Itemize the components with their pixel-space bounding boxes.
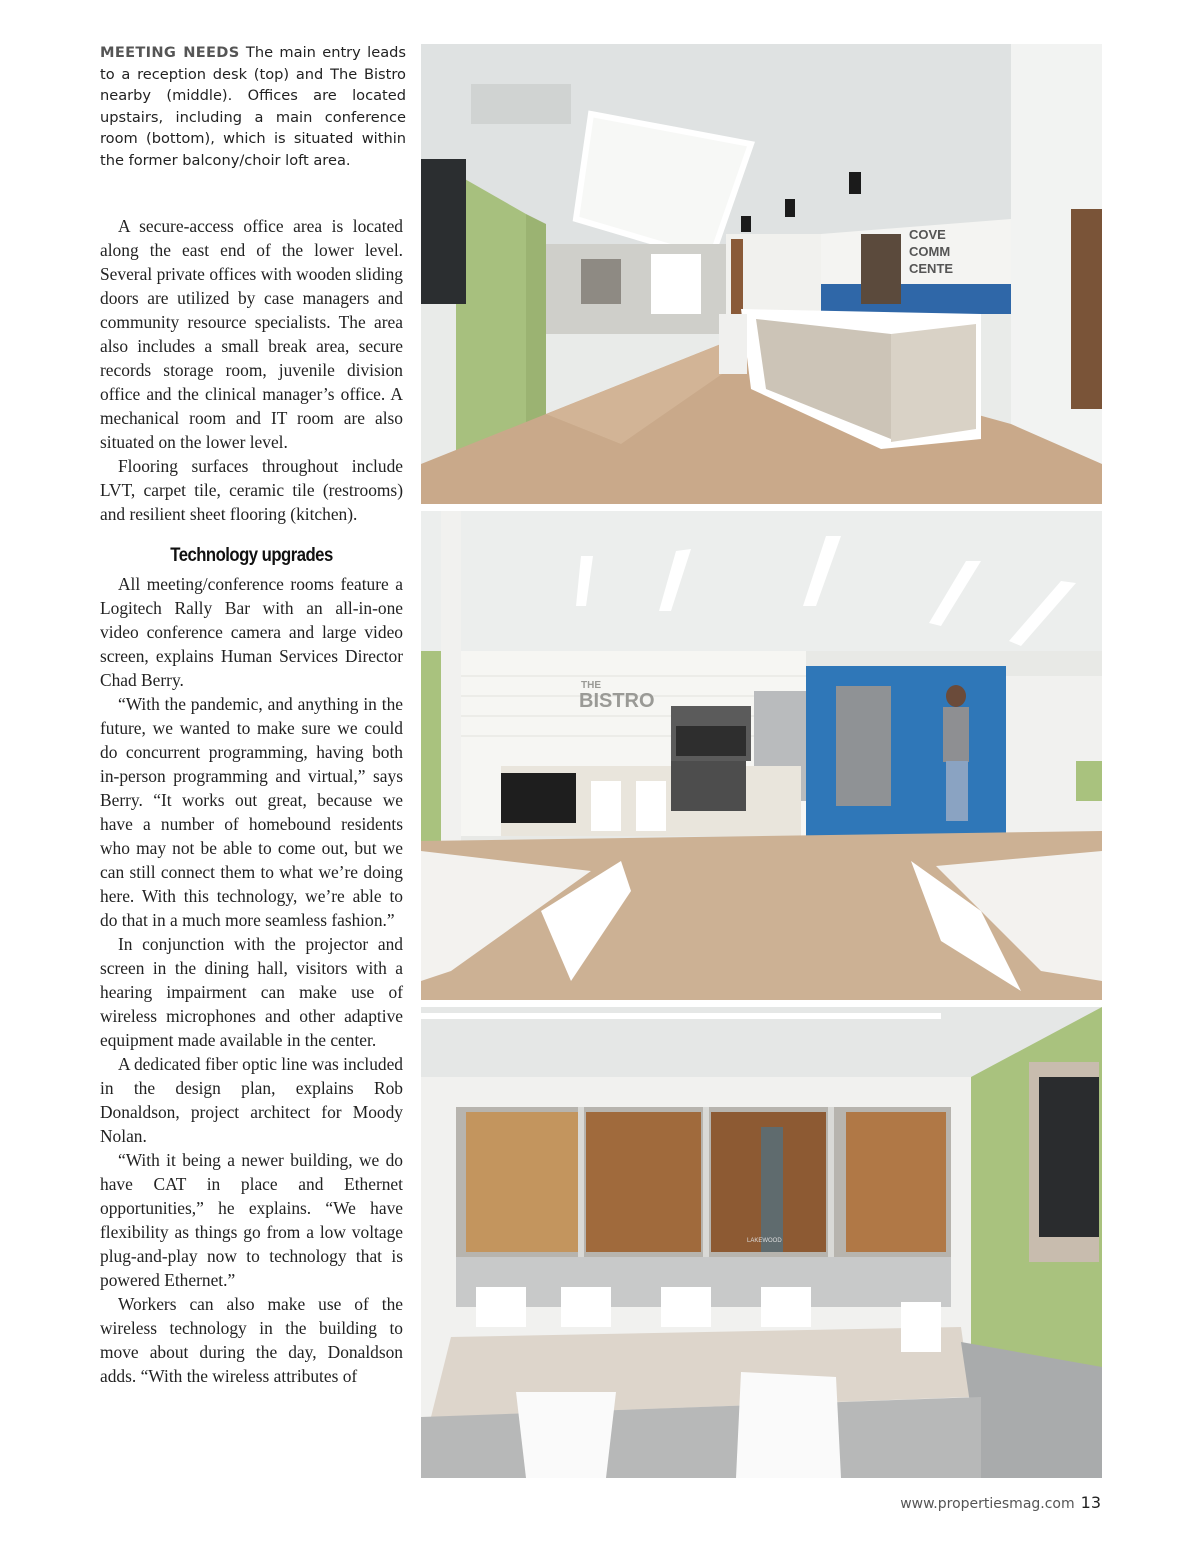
paragraph: Workers can also make use of the wireless technology in the building to move about during the day, Donaldson adds. “With the wireless attributes of <box>100 1294 403 1386</box>
caption-text: The main entry leads to a reception desk (top) and The Bistro nearby (middle). Offices are located upstairs, including a main conference room (bottom), which is situated within the former balcony/choir loft area. <box>100 44 407 169</box>
section-heading: Technology upgrades <box>170 545 333 566</box>
paragraph: Flooring surfaces throughout include LVT, carpet tile, ceramic tile (restrooms) and resilient sheet flooring (kitchen). <box>100 456 403 524</box>
sign-line: COVE <box>909 227 946 242</box>
paragraph: All meeting/conference rooms feature a Logitech Rally Bar with an all-in-one video conference camera and large video screen, explains Human Services Director Chad Berry. <box>100 574 403 690</box>
page-number: 13 <box>1080 1493 1101 1512</box>
photo-reception <box>421 44 1102 504</box>
photo-caption <box>100 42 406 171</box>
sign-line: CENTE <box>909 261 954 276</box>
photo-conference-room <box>421 1007 1102 1478</box>
page-footer <box>900 1493 1101 1512</box>
photo-bistro <box>421 511 1102 1000</box>
paragraph: “With it being a newer building, we do have CAT in place and Ethernet opportunities,” he explains. “We have flexibility as things go from a low voltage plug-and-play now to technology that is powered Ethernet.” <box>100 1150 403 1290</box>
window-sign: LAKEWOOD <box>747 1238 782 1244</box>
bistro-sign: BISTRO <box>579 690 655 712</box>
bistro-sign-small: THE <box>581 680 601 691</box>
footer-url: www.propertiesmag.com <box>900 1496 1075 1512</box>
paragraph: “With the pandemic, and anything in the future, we wanted to make sure we could do concurrent programming, having both in-person programming and virtual,” says Berry. “It works out great, because we have a number of homebound residents who may not be able to come out, but we can still connect them to what we’re doing here. With this technology, we’re able to do that in a much more seamless fashion.” <box>100 694 403 930</box>
paragraph: A dedicated fiber optic line was included in the design plan, explains Rob Donaldson, project architect for Moody Nolan. <box>100 1054 403 1146</box>
article-column <box>100 214 403 1388</box>
sign-line: COMM <box>909 244 951 259</box>
caption-lead: MEETING NEEDS <box>100 44 240 61</box>
paragraph: In conjunction with the projector and screen in the dining hall, visitors with a hearing impairment can make use of wireless microphones and other adaptive equipment made available in the center. <box>100 934 403 1050</box>
paragraph: A secure-access office area is located along the east end of the lower level. Several private offices with wooden sliding doors are utilized by case managers and community resource specialists. The area also includes a small break area, secure records storage room, juvenile division office and the clinical manager’s office. A mechanical room and IT room are also situated on the lower level. <box>100 216 403 452</box>
